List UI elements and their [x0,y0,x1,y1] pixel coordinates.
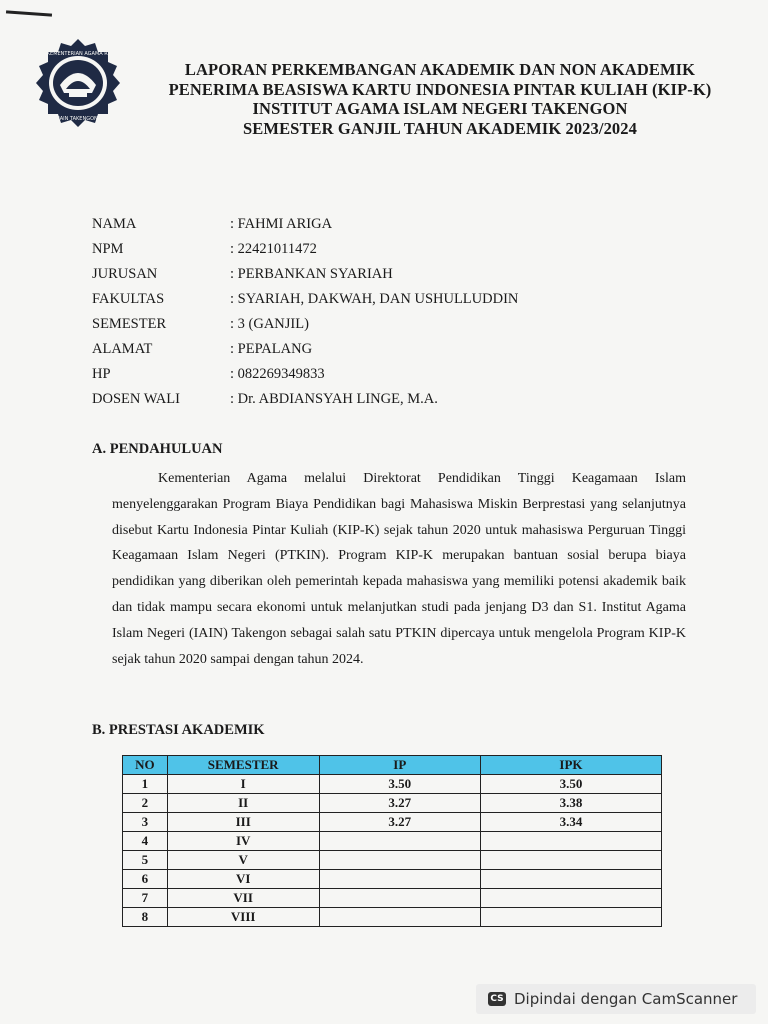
info-row-alamat [92,337,518,362]
table-row [123,775,662,794]
info-row-dosen-wali [92,387,518,412]
camscanner-watermark [476,984,756,1014]
cell-ip [319,851,480,870]
table-row [123,813,662,832]
header-line: INSTITUT AGAMA ISLAM NEGERI TAKENGON [252,99,628,118]
info-value: : SYARIAH, DAKWAH, DAN USHULLUDDIN [230,291,519,307]
section-a-paragraph [112,466,686,672]
info-label: NAMA [92,216,137,232]
info-label: NPM [92,241,124,257]
info-label: JURUSAN [92,266,158,282]
cell-no: 7 [123,889,168,908]
cell-ip [319,889,480,908]
info-value: : PERBANKAN SYARIAH [230,266,393,282]
camscanner-icon: CS [488,992,506,1006]
info-row-nama [92,212,518,237]
info-label: ALAMAT [92,341,153,357]
cell-semester: III [167,813,319,832]
col-header-ip: IP [319,756,480,775]
info-value: : 082269349833 [230,366,325,382]
cell-semester: VI [167,870,319,889]
cell-no: 8 [123,908,168,927]
cell-ipk [480,851,661,870]
info-row-npm [92,237,518,262]
cell-ip [319,832,480,851]
cell-ip: 3.50 [319,775,480,794]
cell-semester: IV [167,832,319,851]
header-line: PENERIMA BEASISWA KARTU INDONESIA PINTAR KULIAH (KIP-K) [168,79,712,99]
cell-ip: 3.27 [319,813,480,832]
col-header-no: NO [123,756,168,775]
cell-ip [319,908,480,927]
cell-no: 2 [123,794,168,813]
info-value: : 22421011472 [230,241,317,257]
kemenag-logo [24,38,132,128]
table-row [123,908,662,927]
cell-ipk [480,908,661,927]
info-row-hp [92,362,518,387]
logo-ring-bottom: IAIN TAKENGON [58,116,98,122]
watermark-text: Dipindai dengan CamScanner [514,990,738,1008]
info-row-fakultas [92,287,518,312]
header-line: LAPORAN PERKEMBANGAN AKADEMIK DAN NON AKADEMIK [184,60,696,79]
paragraph-text: Kementerian Agama melalui Direktorat Pendidikan Tinggi Keagamaan Islam menyelenggarakan Program Biaya Pendidikan bagi Mahasiswa Miskin Berprestasi yang selanjutnya disebut Kartu Indonesia Pintar Kuliah (KIP-K) sejak tahun 2020 untuk mahasiswa Perguruan Tinggi Keagamaan Islam Negeri (PTKIN). Program KIP-K merupakan bantuan sosial berupa biaya pendidikan yang diberikan oleh pemerintah kepada mahasiswa yang memiliki potensi akademik baik dan tidak mampu secara ekonomi untuk melanjutkan studi pada jenjang D3 dan S1. Institut Agama Islam Negeri (IAIN) Takengon sebagai salah satu PTKIN dipercaya untuk mengelola Program KIP-K sejak tahun 2020 sampai dengan tahun 2024. [112,471,686,667]
cell-ipk [480,870,661,889]
logo-ring-top: KEMENTERIAN AGAMA RI [46,51,110,57]
cell-semester: VIII [167,908,319,927]
cell-semester: I [167,775,319,794]
table-row [123,851,662,870]
academic-achievement-table [122,755,662,927]
cell-semester: VII [167,889,319,908]
section-b-title: B. PRESTASI AKADEMIK [92,722,265,738]
info-row-semester [92,312,518,337]
info-value: : Dr. ABDIANSYAH LINGE, M.A. [230,391,438,407]
header-line: SEMESTER GANJIL TAHUN AKADEMIK 2023/2024 [243,118,637,138]
cell-ipk: 3.38 [480,794,661,813]
cell-semester: II [167,794,319,813]
cell-ipk: 3.34 [480,813,661,832]
col-header-semester: SEMESTER [167,756,319,775]
cell-no: 5 [123,851,168,870]
cell-ipk [480,889,661,908]
cell-no: 6 [123,870,168,889]
info-label: HP [92,366,111,382]
info-value: : FAHMI ARIGA [230,216,333,232]
table-row [123,870,662,889]
table-row [123,889,662,908]
col-header-ipk: IPK [480,756,661,775]
section-a-title: A. PENDAHULUAN [92,441,223,457]
scan-mark [6,10,52,16]
info-value: : PEPALANG [230,341,313,357]
cell-semester: V [167,851,319,870]
table-header-row [123,756,662,775]
info-row-jurusan [92,262,518,287]
cell-no: 4 [123,832,168,851]
cell-no: 3 [123,813,168,832]
cell-ip: 3.27 [319,794,480,813]
cell-ipk: 3.50 [480,775,661,794]
cell-no: 1 [123,775,168,794]
info-label: DOSEN WALI [92,391,180,407]
student-info [92,212,518,412]
table-row [123,832,662,851]
info-value: : 3 (GANJIL) [230,316,309,332]
document-header [140,60,740,138]
info-label: SEMESTER [92,316,167,332]
table-row [123,794,662,813]
cell-ipk [480,832,661,851]
info-label: FAKULTAS [92,291,165,307]
cell-ip [319,870,480,889]
